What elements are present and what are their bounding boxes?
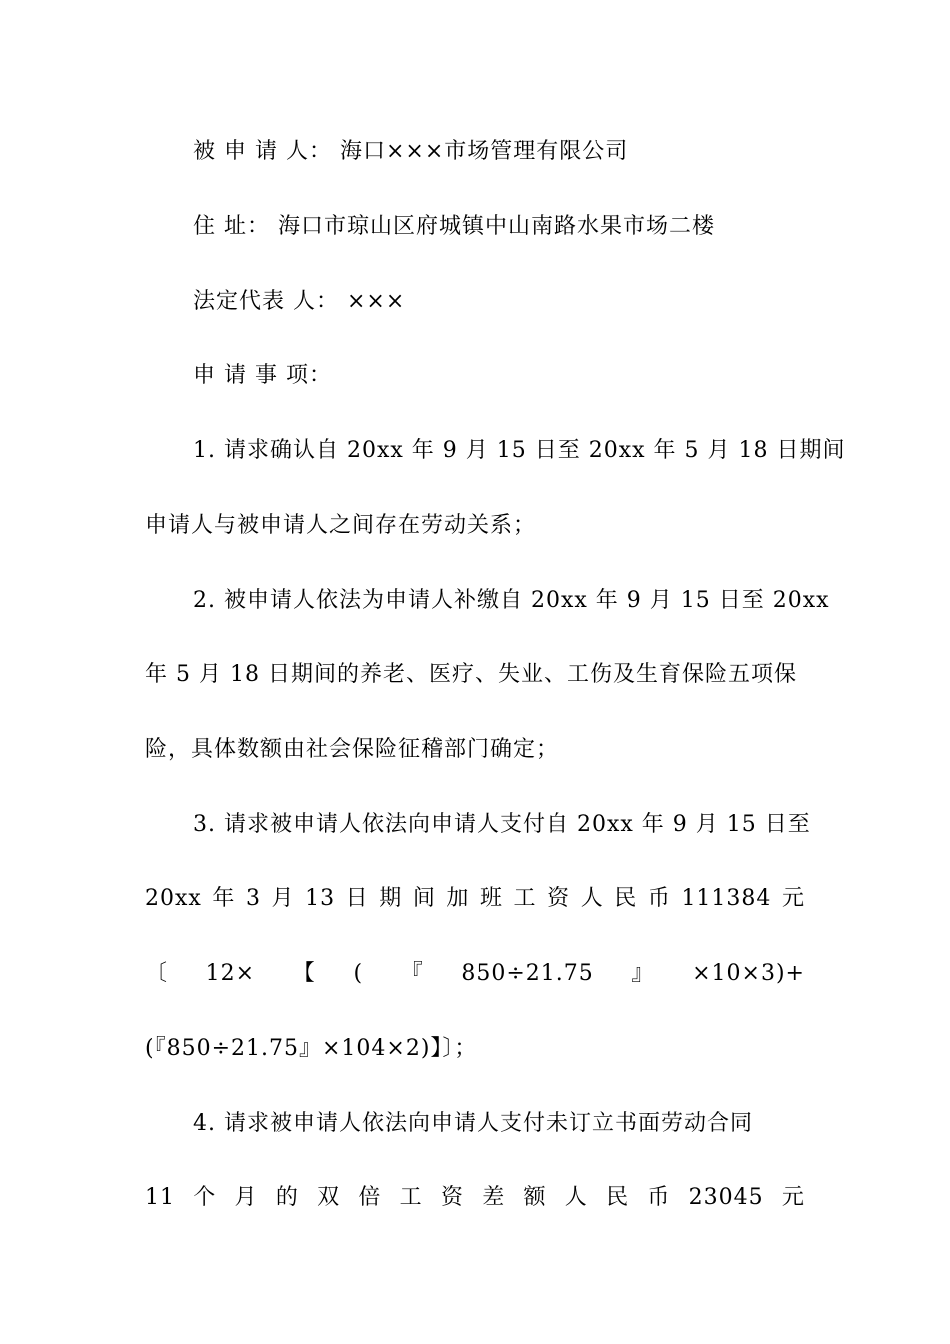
address-line: 住 址： 海口市琼山区府城镇中山南路水果市场二楼	[193, 214, 715, 239]
legal-representative-line: 法定代表 人： ×××	[193, 289, 406, 314]
item-3-line-1: 3. 请求被申请人依法向申请人支付自 20xx 年 9 月 15 日至	[193, 812, 811, 837]
item-3-line-2: 20xx 年 3 月 13 日 期 间 加 班 工 资 人 民 币 111384 元	[145, 886, 805, 911]
item-3-line-3: 〔 12× 【 ( 『 850÷21.75 』 ×10×3)+	[145, 961, 805, 986]
item-2-line-3: 险，具体数额由社会保险征稽部门确定；	[145, 737, 560, 762]
item-2-line-1: 2. 被申请人依法为申请人补缴自 20xx 年 9 月 15 日至 20xx	[193, 588, 830, 613]
item-1-line-1: 1. 请求确认自 20xx 年 9 月 15 日至 20xx 年 5 月 18 日期间	[193, 438, 846, 463]
item-4-line-1: 4. 请求被申请人依法向申请人支付未订立书面劳动合同	[193, 1111, 753, 1136]
respondent-line: 被 申 请 人： 海口×××市场管理有限公司	[193, 139, 629, 164]
item-4-line-2: 11 个 月 的 双 倍 工 资 差 额 人 民 币 23045 元	[145, 1185, 805, 1210]
request-items-heading: 申 请 事 项：	[193, 363, 332, 388]
item-2-line-2: 年 5 月 18 日期间的养老、医疗、失业、工伤及生育保险五项保	[145, 662, 797, 687]
item-3-line-4: (『850÷21.75』×104×2)】〕；	[145, 1036, 478, 1061]
item-1-line-2: 申请人与被申请人之间存在劳动关系；	[145, 513, 537, 538]
